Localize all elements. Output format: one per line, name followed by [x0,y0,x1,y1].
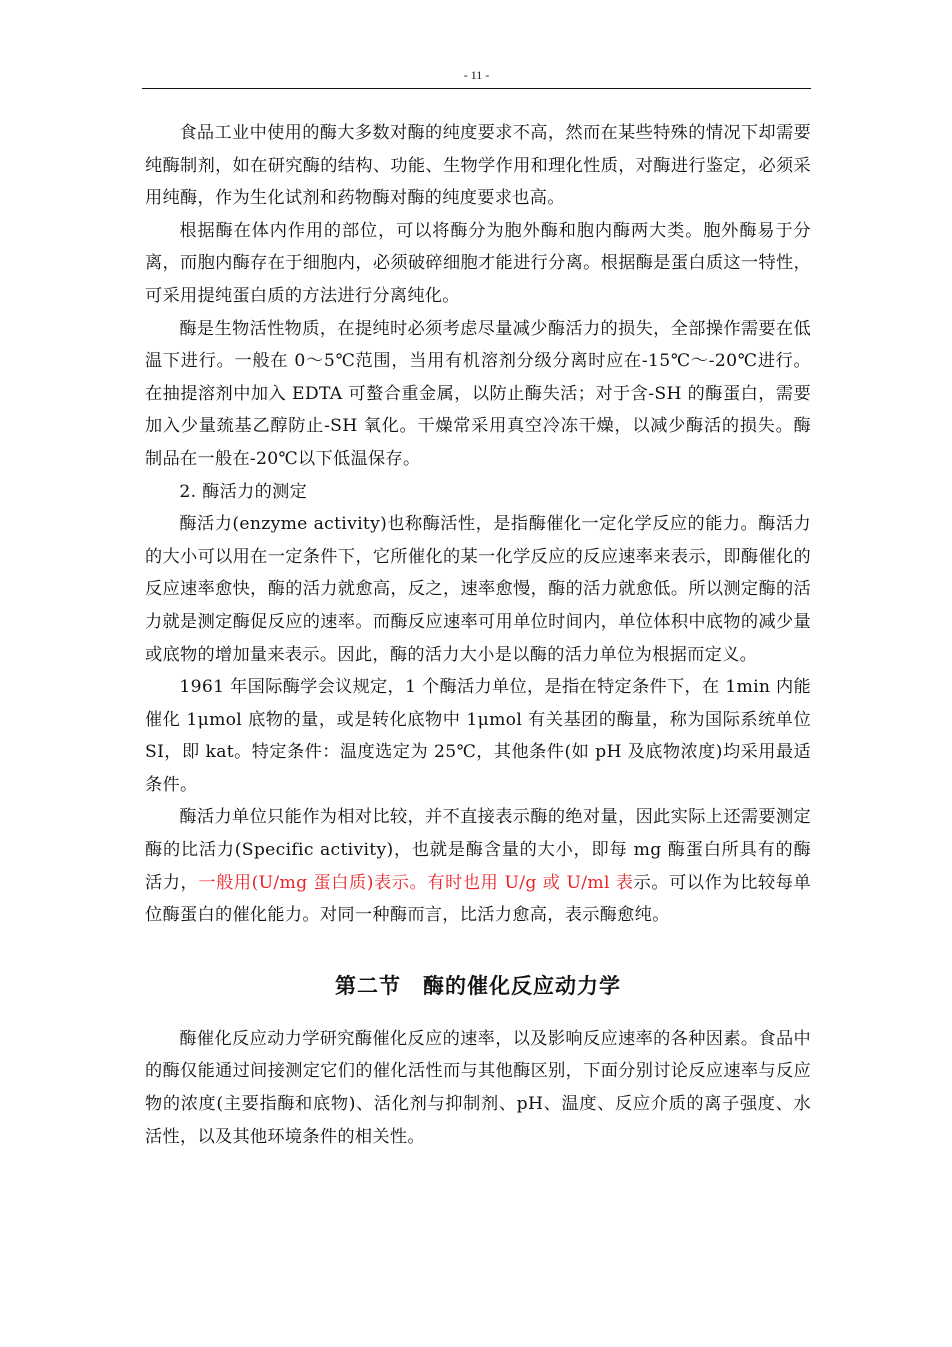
subheading-activity-measurement: 2. 酶活力的测定 [179,481,308,502]
page-header [142,64,811,89]
paragraph-kinetics-intro: 酶催化反应动力学研究酶催化反应的速率，以及影响反应速率的各种因素。食品中的酶仅能通过间接测定它们的催化活性而与其他酶区别，下面分别讨论反应速率与反应物的浓度(主要指酶和底物)、活化剂与抑制剂、pH、温度、反应介质的离子强度、水活性，以及其他环境条件的相关性。 [145,1028,811,1147]
paragraph-enzyme-activity: 酶活力(enzyme activity)也称酶活性，是指酶催化一定化学反应的能力。酶活力的大小可以用在一定条件下，它所催化的某一化学反应的反应速率来表示，即酶催化的反应速率愈快，酶的活力就愈高，反之，速率愈慢，酶的活力就愈低。所以测定酶的活力就是测定酶促反应的速率。而酶反应速率可用单位时间内，单位体积中底物的减少量或底物的增加量来表示。因此，酶的活力大小是以酶的活力单位为根据而定义。 [145,514,811,665]
specific-activity-text-b: 示。可以作为比较每单位酶蛋白的催化能力。对同一种酶而言，比活力愈高，表示酶愈纯。 [145,872,811,926]
paragraph-activity-unit: 1961 年国际酶学会议规定，1 个酶活力单位，是指在特定条件下，在 1min 内能催化 1μmol 底物的量，或是转化底物中 1μmol 有关基团的酶量，称为国际系统单位 SI，即 kat。特定条件：温度选定为 25℃，其他条件(如 pH 及底物浓度)均采用最适条件。 [145,677,811,795]
paragraph-enzyme-location: 根据酶在体内作用的部位，可以将酶分为胞外酶和胞内酶两大类。胞外酶易于分离，而胞内酶存在于细胞内，必须破碎细胞才能进行分离。根据酶是蛋白质这一特性，可采用提纯蛋白质的方法进行分离纯化。 [145,220,811,306]
paragraph-purification-conditions: 酶是生物活性物质，在提纯时必须考虑尽量减少酶活力的损失，全部操作需要在低温下进行。一般在 0～5℃范围，当用有机溶剂分级分离时应在-15℃～-20℃进行。在抽提溶剂中加入 EDTA 可螯合重金属，以防止酶失活；对于含-SH 的酶蛋白，需要加入少量巯基乙醇防止-SH 氧化。干燥常采用真空冷冻干燥，以减少酶活的损失。酶制品在一般在-20℃以下低温保存。 [145,318,811,469]
highlighted-text: 一般用(U/mg 蛋白质)表示。有时也用 U/g 或 U/ml 表 [198,872,634,893]
specific-activity-text-a: 酶活力单位只能作为相对比较，并不直接表示酶的绝对量，因此实际上还需要测定酶的比活力(Specific activity)，也就是酶含量的大小，即每 mg 酶蛋白所具有的酶活力， [145,807,811,893]
section-title: 第二节 酶的催化反应动力学 [335,973,621,998]
paragraph-specific-activity [145,801,811,931]
paragraph-enzyme-purity: 食品工业中使用的酶大多数对酶的纯度要求不高，然而在某些特殊的情况下却需要纯酶制剂，如在研究酶的结构、功能、生物学作用和理化性质，对酶进行鉴定，必须采用纯酶，作为生化试剂和药物酶对酶的纯度要求也高。 [145,123,811,209]
page-number: - 11 - [463,68,490,82]
page-body [145,117,811,1153]
